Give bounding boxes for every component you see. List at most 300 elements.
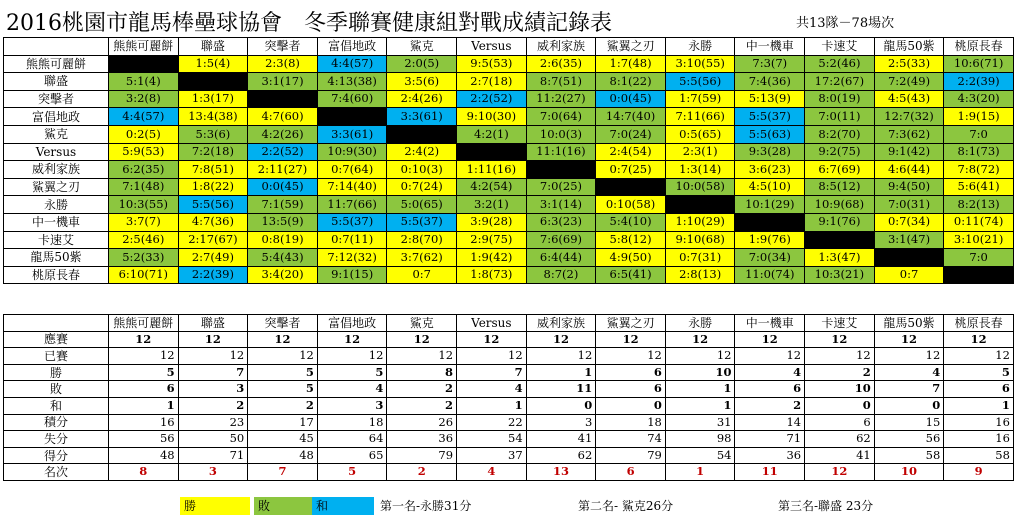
standings-cell: 64 <box>317 431 387 448</box>
matrix-col-header: 卡速艾 <box>805 38 875 56</box>
matrix-result-cell: 10:0(3) <box>526 125 596 143</box>
standings-cell: 0 <box>805 397 875 414</box>
standings-row <box>4 348 1014 365</box>
legend-first-place: 第一名-永勝31分 <box>380 499 472 513</box>
matrix-row-header: 富倡地政 <box>4 108 109 126</box>
matrix-result-cell: 0:7(11) <box>317 231 387 249</box>
matrix-col-header: 熊熊可麗餅 <box>109 38 179 56</box>
matrix-result-cell: 7:12(32) <box>317 249 387 267</box>
matrix-result-cell: 11:1(16) <box>526 143 596 161</box>
legend-second-place: 第二名- 鯊克26分 <box>578 499 674 513</box>
matrix-result-cell: 0:7(34) <box>874 213 944 231</box>
standings-cell: 10 <box>805 381 875 398</box>
standings-cell: 14 <box>735 414 805 431</box>
matrix-result-cell: 4:9(50) <box>596 249 666 267</box>
standings-col-header: 桃原長春 <box>944 315 1014 332</box>
matrix-result-cell: 7:8(51) <box>178 161 248 179</box>
matrix-result-cell: 10:1(29) <box>735 196 805 214</box>
matrix-result-cell: 17:2(67) <box>805 73 875 91</box>
standings-cell: 58 <box>944 447 1014 464</box>
matrix-self-cell <box>317 108 387 126</box>
matrix-self-cell <box>387 125 457 143</box>
matrix-row-header: 桃原長春 <box>4 266 109 284</box>
matrix-result-cell: 0:7(31) <box>665 249 735 267</box>
matrix-col-header: Versus <box>457 38 527 56</box>
matrix-result-cell: 3:2(1) <box>457 196 527 214</box>
matrix-result-cell: 4:2(1) <box>457 125 527 143</box>
standings-cell: 1 <box>665 464 735 481</box>
standings-cell: 11 <box>526 381 596 398</box>
standings-cell: 54 <box>457 431 527 448</box>
standings-row-label: 積分 <box>4 414 109 431</box>
standings-corner <box>4 315 109 332</box>
matrix-result-cell: 9:1(76) <box>805 213 875 231</box>
matrix-result-cell: 1:8(73) <box>457 266 527 284</box>
matrix-col-header: 富倡地政 <box>317 38 387 56</box>
standings-cell: 12 <box>596 348 666 365</box>
matrix-result-cell: 2:9(75) <box>457 231 527 249</box>
standings-row-label: 名次 <box>4 464 109 481</box>
standings-cell: 12 <box>874 348 944 365</box>
standings-cell: 79 <box>596 447 666 464</box>
matrix-result-cell: 12:7(32) <box>874 108 944 126</box>
standings-cell: 2 <box>387 397 457 414</box>
standings-cell: 2 <box>805 364 875 381</box>
standings-cell: 12 <box>944 331 1014 348</box>
matrix-result-cell: 2:0(5) <box>387 55 457 73</box>
standings-cell: 2 <box>387 464 457 481</box>
matrix-result-cell: 1:5(4) <box>178 55 248 73</box>
matrix-result-cell: 5:4(43) <box>248 249 318 267</box>
standings-cell: 36 <box>735 447 805 464</box>
matrix-result-cell: 5:0(65) <box>387 196 457 214</box>
matrix-self-cell <box>735 213 805 231</box>
matrix-row-header: 中一機車 <box>4 213 109 231</box>
standings-cell: 1 <box>944 397 1014 414</box>
standings-cell: 4 <box>735 364 805 381</box>
matrix-result-cell: 9:1(42) <box>874 143 944 161</box>
matrix-row <box>4 266 1014 284</box>
matrix-result-cell: 0:7(24) <box>387 178 457 196</box>
matrix-result-cell: 9:2(75) <box>805 143 875 161</box>
matrix-result-cell: 5:6(41) <box>944 178 1014 196</box>
standings-cell: 12 <box>665 348 735 365</box>
standings-cell: 12 <box>665 331 735 348</box>
matrix-row <box>4 90 1014 108</box>
standings-cell: 0 <box>526 397 596 414</box>
matrix-self-cell <box>526 161 596 179</box>
standings-cell: 0 <box>874 397 944 414</box>
standings-cell: 1 <box>665 397 735 414</box>
standings-row <box>4 381 1014 398</box>
standings-cell: 12 <box>109 331 179 348</box>
standings-cell: 11 <box>735 464 805 481</box>
standings-cell: 6 <box>596 381 666 398</box>
standings-cell: 3 <box>178 464 248 481</box>
matrix-row <box>4 196 1014 214</box>
matrix-result-cell: 4:5(10) <box>735 178 805 196</box>
standings-cell: 5 <box>109 364 179 381</box>
matrix-result-cell: 3:7(7) <box>109 213 179 231</box>
head-to-head-matrix <box>3 37 1014 284</box>
matrix-result-cell: 7:0(34) <box>735 249 805 267</box>
matrix-result-cell: 5:5(37) <box>387 213 457 231</box>
matrix-result-cell: 3:1(17) <box>248 73 318 91</box>
standings-table <box>3 314 1014 481</box>
matrix-row <box>4 249 1014 267</box>
matrix-result-cell: 2:17(67) <box>178 231 248 249</box>
standings-cell: 12 <box>805 331 875 348</box>
matrix-result-cell: 3:2(8) <box>109 90 179 108</box>
matrix-result-cell: 4:7(36) <box>178 213 248 231</box>
legend-loss: 敗 <box>254 497 324 515</box>
matrix-result-cell: 7:0 <box>944 249 1014 267</box>
matrix-result-cell: 8:1(22) <box>596 73 666 91</box>
matrix-result-cell: 5:9(53) <box>109 143 179 161</box>
standings-cell: 12 <box>109 348 179 365</box>
matrix-result-cell: 3:1(47) <box>874 231 944 249</box>
matrix-result-cell: 8:7(51) <box>526 73 596 91</box>
standings-col-header: 聯盛 <box>178 315 248 332</box>
standings-cell: 15 <box>874 414 944 431</box>
standings-cell: 12 <box>387 348 457 365</box>
matrix-result-cell: 4:6(44) <box>874 161 944 179</box>
matrix-result-cell: 13:4(38) <box>178 108 248 126</box>
matrix-corner <box>4 38 109 56</box>
matrix-col-header: 聯盛 <box>178 38 248 56</box>
standings-cell: 41 <box>805 447 875 464</box>
matrix-result-cell: 1:9(42) <box>457 249 527 267</box>
matrix-self-cell <box>596 178 666 196</box>
standings-col-header: 威利家族 <box>526 315 596 332</box>
matrix-self-cell <box>944 266 1014 284</box>
standings-cell: 45 <box>248 431 318 448</box>
matrix-result-cell: 3:9(28) <box>457 213 527 231</box>
matrix-result-cell: 1:10(29) <box>665 213 735 231</box>
matrix-row-header: 熊熊可麗餅 <box>4 55 109 73</box>
matrix-result-cell: 7:0 <box>944 125 1014 143</box>
matrix-result-cell: 5:5(63) <box>735 125 805 143</box>
standings-cell: 54 <box>665 447 735 464</box>
matrix-row <box>4 161 1014 179</box>
matrix-result-cell: 7:4(60) <box>317 90 387 108</box>
standings-cell: 6 <box>596 364 666 381</box>
matrix-row <box>4 231 1014 249</box>
matrix-row <box>4 178 1014 196</box>
matrix-result-cell: 7:8(72) <box>944 161 1014 179</box>
matrix-result-cell: 1:8(22) <box>178 178 248 196</box>
standings-cell: 12 <box>805 348 875 365</box>
matrix-result-cell: 4:7(60) <box>248 108 318 126</box>
standings-col-header: 卡速艾 <box>805 315 875 332</box>
standings-cell: 58 <box>874 447 944 464</box>
standings-col-header: 中一機車 <box>735 315 805 332</box>
matrix-result-cell: 3:1(14) <box>526 196 596 214</box>
matrix-result-cell: 7:0(11) <box>805 108 875 126</box>
matrix-result-cell: 4:5(43) <box>874 90 944 108</box>
matrix-result-cell: 7:11(66) <box>665 108 735 126</box>
standings-col-header: Versus <box>457 315 527 332</box>
matrix-result-cell: 2:5(33) <box>874 55 944 73</box>
standings-row-label: 敗 <box>4 381 109 398</box>
standings-cell: 12 <box>248 331 318 348</box>
standings-cell: 74 <box>596 431 666 448</box>
standings-cell: 56 <box>874 431 944 448</box>
standings-cell: 12 <box>874 331 944 348</box>
standings-cell: 6 <box>805 414 875 431</box>
standings-cell: 6 <box>596 464 666 481</box>
matrix-result-cell: 9:4(50) <box>874 178 944 196</box>
matrix-self-cell <box>248 90 318 108</box>
matrix-result-cell: 10:3(21) <box>805 266 875 284</box>
matrix-result-cell: 0:0(45) <box>596 90 666 108</box>
legend-tie: 和 <box>312 497 374 515</box>
standings-cell: 2 <box>387 381 457 398</box>
matrix-result-cell: 11:0(74) <box>735 266 805 284</box>
legend-third-place: 第三名-聯盛 23分 <box>778 499 874 513</box>
matrix-result-cell: 11:2(27) <box>526 90 596 108</box>
matrix-row <box>4 108 1014 126</box>
standings-cell: 48 <box>248 447 318 464</box>
standings-cell: 5 <box>248 364 318 381</box>
matrix-result-cell: 8:5(12) <box>805 178 875 196</box>
matrix-result-cell: 4:4(57) <box>317 55 387 73</box>
matrix-result-cell: 0:0(45) <box>248 178 318 196</box>
matrix-row-header: 威利家族 <box>4 161 109 179</box>
matrix-row <box>4 73 1014 91</box>
matrix-result-cell: 1:3(17) <box>178 90 248 108</box>
matrix-result-cell: 8:2(70) <box>805 125 875 143</box>
matrix-result-cell: 8:0(19) <box>805 90 875 108</box>
matrix-result-cell: 0:11(74) <box>944 213 1014 231</box>
matrix-result-cell: 2:4(26) <box>387 90 457 108</box>
matrix-result-cell: 5:5(37) <box>735 108 805 126</box>
matrix-col-header: 龍馬50紫 <box>874 38 944 56</box>
matrix-result-cell: 10:0(58) <box>665 178 735 196</box>
matrix-result-cell: 2:4(54) <box>596 143 666 161</box>
standings-row-label: 已賽 <box>4 348 109 365</box>
matrix-result-cell: 7:2(49) <box>874 73 944 91</box>
standings-col-header: 龍馬50紫 <box>874 315 944 332</box>
standings-cell: 71 <box>178 447 248 464</box>
matrix-result-cell: 8:1(73) <box>944 143 1014 161</box>
standings-col-header: 富倡地政 <box>317 315 387 332</box>
standings-cell: 5 <box>317 464 387 481</box>
standings-col-header: 永勝 <box>665 315 735 332</box>
matrix-result-cell: 3:7(62) <box>387 249 457 267</box>
standings-cell: 8 <box>109 464 179 481</box>
standings-cell: 12 <box>526 331 596 348</box>
matrix-col-header: 桃原長春 <box>944 38 1014 56</box>
standings-row-label: 失分 <box>4 431 109 448</box>
standings-cell: 12 <box>596 331 666 348</box>
standings-cell: 1 <box>109 397 179 414</box>
standings-cell: 10 <box>874 464 944 481</box>
matrix-result-cell: 9:10(68) <box>665 231 735 249</box>
matrix-result-cell: 5:4(10) <box>596 213 666 231</box>
matrix-result-cell: 4:4(57) <box>109 108 179 126</box>
standings-cell: 12 <box>178 331 248 348</box>
standings-cell: 9 <box>944 464 1014 481</box>
matrix-result-cell: 2:7(49) <box>178 249 248 267</box>
standings-cell: 12 <box>317 348 387 365</box>
standings-cell: 3 <box>317 397 387 414</box>
matrix-result-cell: 0:7 <box>874 266 944 284</box>
standings-row-label: 得分 <box>4 447 109 464</box>
matrix-result-cell: 7:2(18) <box>178 143 248 161</box>
matrix-result-cell: 14:7(40) <box>596 108 666 126</box>
matrix-result-cell: 7:0(31) <box>874 196 944 214</box>
standings-cell: 6 <box>109 381 179 398</box>
matrix-result-cell: 11:7(66) <box>317 196 387 214</box>
standings-cell: 22 <box>457 414 527 431</box>
matrix-result-cell: 4:13(38) <box>317 73 387 91</box>
matrix-result-cell: 8:2(13) <box>944 196 1014 214</box>
matrix-result-cell: 3:6(23) <box>735 161 805 179</box>
standings-cell: 71 <box>735 431 805 448</box>
matrix-result-cell: 10:9(30) <box>317 143 387 161</box>
matrix-row-header: 永勝 <box>4 196 109 214</box>
matrix-result-cell: 3:3(61) <box>317 125 387 143</box>
matrix-col-header: 中一機車 <box>735 38 805 56</box>
matrix-result-cell: 1:11(16) <box>457 161 527 179</box>
standings-cell: 4 <box>317 381 387 398</box>
matrix-result-cell: 0:2(5) <box>109 125 179 143</box>
matrix-result-cell: 3:5(6) <box>387 73 457 91</box>
standings-cell: 62 <box>805 431 875 448</box>
matrix-row-header: 突擊者 <box>4 90 109 108</box>
matrix-result-cell: 1:9(76) <box>735 231 805 249</box>
standings-cell: 4 <box>457 464 527 481</box>
matrix-result-cell: 9:1(15) <box>317 266 387 284</box>
standings-cell: 62 <box>526 447 596 464</box>
matrix-result-cell: 2:2(52) <box>457 90 527 108</box>
standings-row <box>4 414 1014 431</box>
standings-cell: 12 <box>735 331 805 348</box>
matrix-row-header: Versus <box>4 143 109 161</box>
standings-cell: 17 <box>248 414 318 431</box>
matrix-result-cell: 7:6(69) <box>526 231 596 249</box>
standings-cell: 7 <box>457 364 527 381</box>
matrix-result-cell: 9:5(53) <box>457 55 527 73</box>
matrix-col-header: 鯊翼之刃 <box>596 38 666 56</box>
standings-row <box>4 431 1014 448</box>
page-subtitle: 共13隊－78場次 <box>796 16 895 31</box>
matrix-result-cell: 7:3(7) <box>735 55 805 73</box>
matrix-result-cell: 7:0(25) <box>526 178 596 196</box>
standings-col-header: 鯊翼之刃 <box>596 315 666 332</box>
matrix-result-cell: 7:0(64) <box>526 108 596 126</box>
matrix-result-cell: 6:2(35) <box>109 161 179 179</box>
matrix-result-cell: 2:6(35) <box>526 55 596 73</box>
matrix-result-cell: 2:3(1) <box>665 143 735 161</box>
matrix-result-cell: 7:0(24) <box>596 125 666 143</box>
matrix-result-cell: 10:3(55) <box>109 196 179 214</box>
standings-row <box>4 397 1014 414</box>
standings-cell: 2 <box>248 397 318 414</box>
matrix-result-cell: 4:3(20) <box>944 90 1014 108</box>
matrix-result-cell: 0:8(19) <box>248 231 318 249</box>
matrix-row <box>4 213 1014 231</box>
standings-cell: 48 <box>109 447 179 464</box>
matrix-result-cell: 6:5(41) <box>596 266 666 284</box>
matrix-result-cell: 6:7(69) <box>805 161 875 179</box>
matrix-result-cell: 5:8(12) <box>596 231 666 249</box>
standings-cell: 16 <box>944 431 1014 448</box>
matrix-result-cell: 5:2(33) <box>109 249 179 267</box>
standings-row-label: 應賽 <box>4 331 109 348</box>
matrix-result-cell: 2:2(39) <box>178 266 248 284</box>
matrix-result-cell: 13:5(9) <box>248 213 318 231</box>
standings-cell: 2 <box>178 397 248 414</box>
matrix-result-cell: 1:7(48) <box>596 55 666 73</box>
matrix-result-cell: 1:3(14) <box>665 161 735 179</box>
matrix-result-cell: 0:7(25) <box>596 161 666 179</box>
matrix-result-cell: 0:10(58) <box>596 196 666 214</box>
matrix-result-cell: 2:11(27) <box>248 161 318 179</box>
matrix-self-cell <box>109 55 179 73</box>
standings-cell: 8 <box>387 364 457 381</box>
matrix-self-cell <box>457 143 527 161</box>
standings-cell: 4 <box>874 364 944 381</box>
matrix-result-cell: 0:7 <box>387 266 457 284</box>
matrix-result-cell: 3:10(55) <box>665 55 735 73</box>
standings-cell: 79 <box>387 447 457 464</box>
matrix-result-cell: 2:7(18) <box>457 73 527 91</box>
matrix-result-cell: 2:8(13) <box>665 266 735 284</box>
standings-cell: 6 <box>944 381 1014 398</box>
standings-cell: 1 <box>526 364 596 381</box>
standings-cell: 16 <box>944 414 1014 431</box>
matrix-row-header: 龍馬50紫 <box>4 249 109 267</box>
standings-cell: 0 <box>596 397 666 414</box>
standings-cell: 23 <box>178 414 248 431</box>
matrix-result-cell: 10:6(71) <box>944 55 1014 73</box>
matrix-self-cell <box>805 231 875 249</box>
standings-cell: 7 <box>178 364 248 381</box>
standings-cell: 4 <box>457 381 527 398</box>
standings-row <box>4 464 1014 481</box>
standings-cell: 5 <box>248 381 318 398</box>
standings-cell: 12 <box>317 331 387 348</box>
matrix-result-cell: 6:3(23) <box>526 213 596 231</box>
standings-cell: 1 <box>665 381 735 398</box>
matrix-result-cell: 9:10(30) <box>457 108 527 126</box>
matrix-result-cell: 1:7(59) <box>665 90 735 108</box>
standings-cell: 12 <box>805 464 875 481</box>
matrix-result-cell: 0:5(65) <box>665 125 735 143</box>
matrix-self-cell <box>665 196 735 214</box>
matrix-result-cell: 5:3(6) <box>178 125 248 143</box>
standings-cell: 12 <box>526 348 596 365</box>
standings-cell: 3 <box>526 414 596 431</box>
matrix-row-header: 聯盛 <box>4 73 109 91</box>
standings-cell: 5 <box>944 364 1014 381</box>
standings-cell: 18 <box>317 414 387 431</box>
standings-cell: 12 <box>248 348 318 365</box>
standings-cell: 2 <box>735 397 805 414</box>
standings-cell: 6 <box>735 381 805 398</box>
matrix-row <box>4 55 1014 73</box>
matrix-self-cell <box>874 249 944 267</box>
standings-cell: 98 <box>665 431 735 448</box>
matrix-col-header: 鯊克 <box>387 38 457 56</box>
standings-cell: 37 <box>457 447 527 464</box>
matrix-result-cell: 4:2(54) <box>457 178 527 196</box>
matrix-result-cell: 5:5(56) <box>665 73 735 91</box>
standings-cell: 26 <box>387 414 457 431</box>
standings-cell: 65 <box>317 447 387 464</box>
